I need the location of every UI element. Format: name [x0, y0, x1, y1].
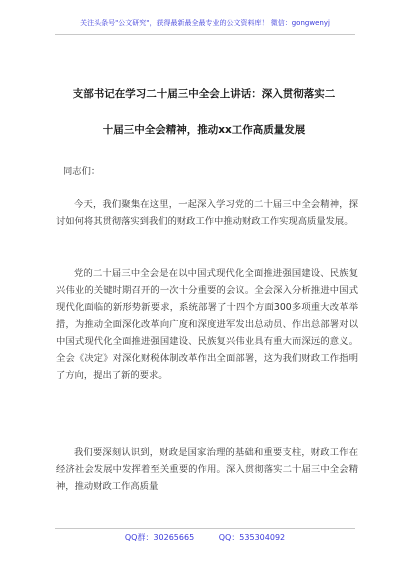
footer-contact — [55, 532, 355, 543]
footer-qq-group: QQ群：30265665 — [124, 533, 195, 542]
salutation: 同志们： — [63, 166, 101, 177]
document-title-line-1: 支部书记在学习二十届三中全会上讲话：深入贯彻落实二 — [72, 88, 336, 100]
paragraph-3: 我们要深刻认识到，财政是国家治理的基础和重要支柱，财政工作在经济社会发展中发挥着至关重要的作用。深入贯彻落实二十届三中全会精神，推动财政工作高质量 — [56, 447, 358, 492]
paragraph-1: 今天，我们聚集在这里，一起深入学习党的二十届三中全会精神，探讨如何将其贯彻落实到我们的财政工作中推动财政工作实现高质量发展。 — [56, 199, 358, 227]
footer-qq-number: QQ：535304092 — [218, 533, 286, 542]
document-title-line-2: 十届三中全会精神，推动xx工作高质量发展 — [102, 124, 306, 136]
footer-divider — [55, 528, 355, 529]
header-divider — [55, 34, 355, 35]
header-banner: 关注头条号"公文研究"，获得最新最全最专业的公文资料库！ 微信：gongwenyj — [80, 19, 330, 27]
paragraph-2: 党的二十届三中全会是在以中国式现代化全面推进强国建设、民族复兴伟业的关键时期召开的一次十分重要的会议。全会深入分析推进中国式现代化面临的新形势新要求，系统部署了十四个方面300多项重大改革举措，为推动全面深化改革向广度和深度进军发出总动员、作出总部署对以中国式现代化全面推进强国建设、民族复兴伟业具有重大而深远的意义。全会《决定》对深化财税体制改革作出全面部署，这为我们财政工作指明了方向，提出了新的要求。 — [56, 268, 358, 381]
